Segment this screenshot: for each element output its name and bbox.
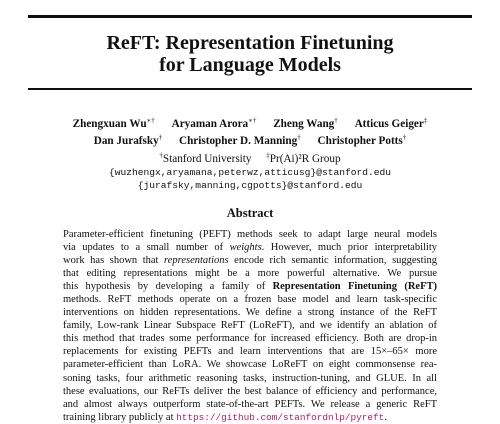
abstract-line: that editing representations might be a more powerful alternative. We pursue xyxy=(63,268,437,280)
abstract-body xyxy=(63,228,437,424)
affiliation: ‡Pr(Ai)²R Group xyxy=(266,151,341,166)
author-block xyxy=(0,113,500,192)
paper-title xyxy=(0,32,500,76)
title-line-1: ReFT: Representation Finetuning xyxy=(106,32,394,54)
abstract-heading: Abstract xyxy=(226,206,274,220)
abstract-line: training library publicly at https://github.com/stanfordnlp/pyreft. xyxy=(63,411,387,423)
title-bottom-rule xyxy=(28,88,472,90)
affiliations xyxy=(0,148,500,166)
abstract-line: replacements for existing PEFTs and learn interventions that are 15×–65× more xyxy=(63,346,437,358)
author: Atticus Geiger‡ xyxy=(354,116,428,130)
title-line-2: for Language Models xyxy=(159,54,341,76)
email-line-2: {jurafsky,manning,cgpotts}@stanford.edu xyxy=(137,180,363,192)
email-block xyxy=(0,166,500,192)
abstract-line: and almost always outperform state-of-the-art PEFTs. We release a generic ReFT xyxy=(63,398,437,410)
abstract-line: interventions on hidden representations. We define a strong instance of the ReFT xyxy=(63,307,437,319)
author: Christopher D. Manning† xyxy=(179,133,301,148)
abstract-line: this method that trades some performance for increased efficiency. Both are drop-in xyxy=(63,333,437,345)
abstract-line: methods. ReFT methods operate on a frozen base model and learn task-specific xyxy=(63,294,437,306)
title-top-rule xyxy=(28,15,472,18)
author-row-2 xyxy=(0,131,500,149)
abstract-line: work has shown that representations encode rich semantic information, suggesting xyxy=(63,255,437,267)
abstract-line: family, Low-rank Linear Subspace ReFT (LoReFT), and we identify an ablation of xyxy=(63,320,437,332)
author-row-1 xyxy=(0,113,500,131)
repo-link[interactable]: https://github.com/stanfordnlp/pyreft xyxy=(176,411,385,423)
abstract-line: this hypothesis by developing a family of Representation Finetuning (ReFT) xyxy=(63,281,437,293)
author: Zhengxuan Wu∗† xyxy=(72,116,155,130)
author: Aryaman Arora∗† xyxy=(171,116,257,130)
abstract-line: soning tasks, four arithmetic reasoning tasks, instruction-tuning, and GLUE. In all xyxy=(63,372,437,384)
author: Dan Jurafsky† xyxy=(93,133,163,148)
abstract-line: parameter-efficient than LoRA. We showcase LoReFT on eight commonsense rea- xyxy=(63,359,437,371)
affiliation: †Stanford University xyxy=(159,151,252,166)
abstract-line: via updates to a small number of weights. However, much prior interpretability xyxy=(63,242,437,254)
email-line-1: {wuzhengx,aryamana,peterwz,atticusg}@stanford.edu xyxy=(108,167,392,179)
abstract-line: Parameter-efficient finetuning (PEFT) methods seek to adapt large neural models xyxy=(63,229,437,240)
author: Zheng Wang† xyxy=(273,116,338,130)
abstract-line: these evaluations, our ReFTs deliver the best balance of efficiency and performance, xyxy=(63,385,437,397)
author: Christopher Potts† xyxy=(317,133,407,148)
